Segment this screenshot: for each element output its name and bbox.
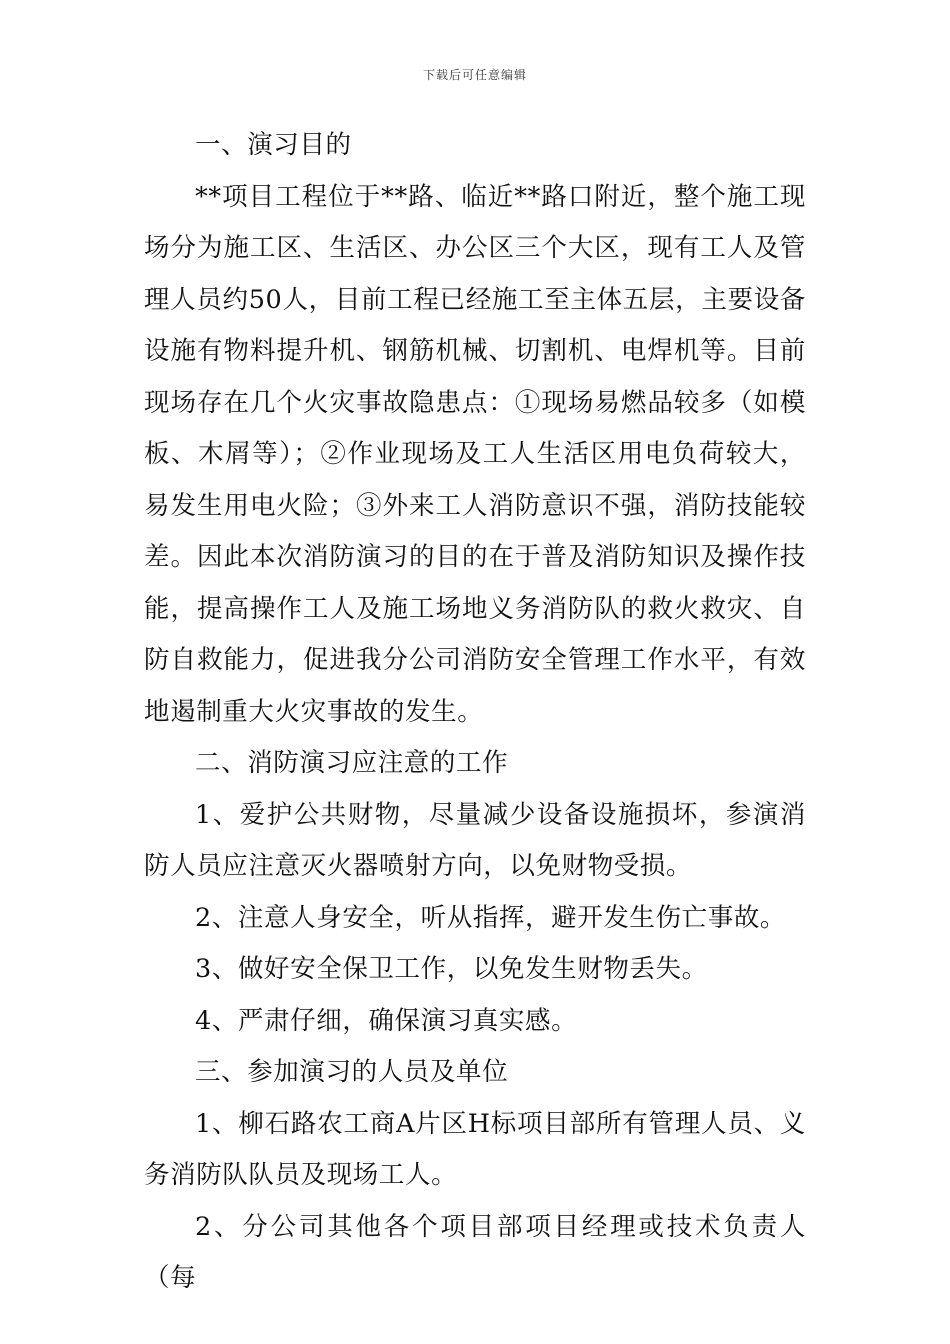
- list-item-participant-1: 1、柳石路农工商A片区H标项目部所有管理人员、义务消防队队员及现场工人。: [144, 1108, 806, 1190]
- list-item-participant-2: 2、分公司其他各个项目部项目经理或技术负责人（每: [144, 1211, 806, 1293]
- list-item-precaution-2: 2、注意人身安全，听从指挥，避开发生伤亡事故。: [195, 902, 787, 933]
- paragraph-purpose-body: **项目工程位于**路、临近**路口附近，整个施工现场分为施工区、生活区、办公区三个大区，现有工人及管理人员约50人，目前工程已经施工至主体五层，主要设备设施有物料提升机、钢筋机械、切割机、电焊机等。目前现场存在几个火灾事故隐患点：①现场易燃品较多（如模板、木屑等）；②作业现场及工人生活区用电负荷较大，易发生用电火险；③外来工人消防意识不强，消防技能较差。因此本次消防演习的目的在于普及消防知识及操作技能，提高操作工人及施工场地义务消防队的救火救灾、自防自救能力，促进我分公司消防安全管理工作水平，有效地遏制重大火灾事故的发生。: [144, 181, 806, 727]
- section-heading-purpose: 一、演习目的: [195, 130, 352, 160]
- list-item-precaution-3: 3、做好安全保卫工作，以免发生财物丢失。: [195, 954, 708, 984]
- page-header-note: 下载后可任意编辑: [422, 68, 527, 82]
- document-body: [144, 120, 806, 1305]
- section-heading-precautions: 二、消防演习应注意的工作: [195, 748, 509, 778]
- list-item-precaution-1: 1、爱护公共财物，尽量减少设备设施损坏，参演消防人员应注意灭火器喷射方向，以免财物受损。: [144, 799, 806, 881]
- list-item-precaution-4: 4、严肃仔细，确保演习真实感。: [195, 1005, 578, 1036]
- section-heading-participants: 三、参加演习的人员及单位: [195, 1057, 509, 1087]
